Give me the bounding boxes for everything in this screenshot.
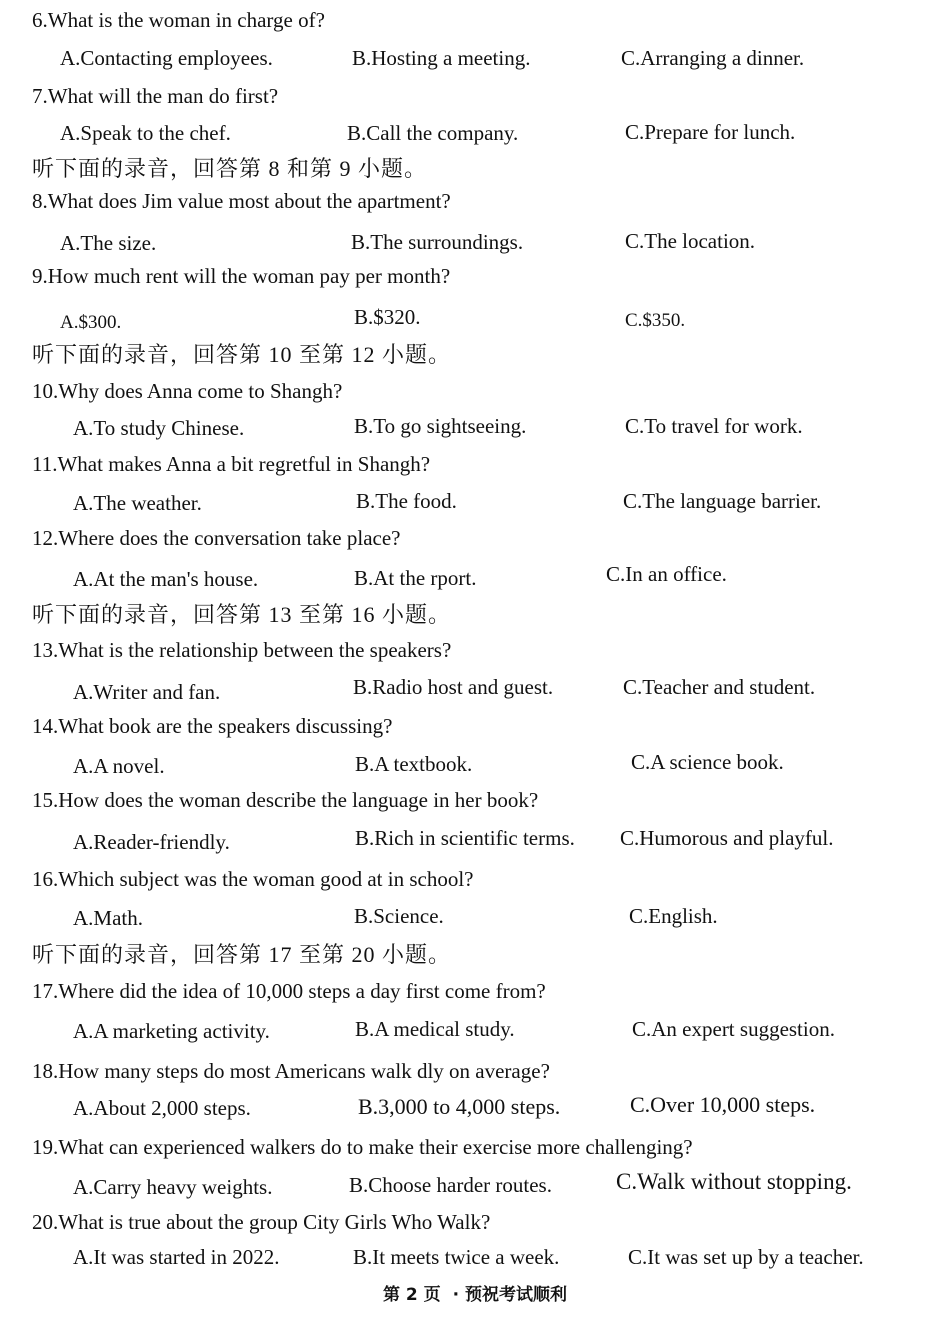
option-11a: A.The weather. bbox=[73, 491, 202, 515]
footer-wish: 预祝考试顺利 bbox=[465, 1285, 568, 1305]
option-6a: A.Contacting employees. bbox=[60, 46, 273, 70]
option-14a: A.A novel. bbox=[73, 754, 165, 778]
option-9a: A.$300. bbox=[60, 312, 122, 333]
footer-separator: · bbox=[452, 1285, 460, 1305]
question-11: 11.What makes Anna a bit regretful in Shangh? bbox=[32, 452, 431, 476]
option-13a: A.Writer and fan. bbox=[73, 680, 221, 704]
section-heading-17-20: 听下面的录音，回答第 17 至第 20 小题。 bbox=[32, 942, 452, 967]
option-6b: B.Hosting a meeting. bbox=[352, 46, 531, 70]
question-19: 19.What can experienced walkers do to make their exercise more challenging? bbox=[32, 1135, 693, 1159]
option-20a: A.It was started in 2022. bbox=[73, 1245, 280, 1269]
option-9c: C.$350. bbox=[625, 310, 686, 331]
option-20b: B.It meets twice a week. bbox=[353, 1245, 560, 1269]
option-12a: A.At the man's house. bbox=[73, 567, 259, 591]
question-12: 12.Where does the conversation take place? bbox=[32, 526, 401, 550]
option-14b: B.A textbook. bbox=[355, 752, 473, 776]
question-9: 9.How much rent will the woman pay per month? bbox=[32, 264, 451, 288]
question-16: 16.Which subject was the woman good at in school? bbox=[32, 867, 474, 891]
option-17b: B.A medical study. bbox=[355, 1017, 515, 1041]
option-14c: C.A science book. bbox=[631, 750, 784, 774]
option-7c: C.Prepare for lunch. bbox=[625, 120, 796, 144]
option-13b: B.Radio host and guest. bbox=[353, 675, 554, 699]
question-17: 17.Where did the idea of 10,000 steps a day first come from? bbox=[32, 979, 546, 1003]
option-11b: B.The food. bbox=[356, 489, 457, 513]
option-17c: C.An expert suggestion. bbox=[632, 1017, 835, 1041]
option-7b: B.Call the company. bbox=[347, 121, 519, 145]
option-8a: A.The size. bbox=[60, 231, 157, 255]
option-6c: C.Arranging a dinner. bbox=[621, 46, 805, 70]
option-12b: B.At the rport. bbox=[354, 566, 477, 590]
option-16c: C.English. bbox=[629, 904, 718, 928]
question-13: 13.What is the relationship between the speakers? bbox=[32, 638, 452, 662]
option-15b: B.Rich in scientific terms. bbox=[355, 826, 575, 850]
option-8b: B.The surroundings. bbox=[351, 230, 524, 254]
question-14: 14.What book are the speakers discussing? bbox=[32, 714, 393, 738]
page-footer bbox=[0, 1287, 950, 1304]
option-16b: B.Science. bbox=[354, 904, 444, 928]
option-12c: C.In an office. bbox=[606, 562, 727, 586]
option-17a: A.A marketing activity. bbox=[73, 1019, 270, 1043]
option-15c: C.Humorous and playful. bbox=[620, 826, 834, 850]
option-10b: B.To go sightseeing. bbox=[354, 414, 527, 438]
option-19a: A.Carry heavy weights. bbox=[73, 1175, 273, 1199]
option-16a: A.Math. bbox=[73, 906, 143, 930]
option-9b: B.$320. bbox=[354, 305, 421, 329]
page-number: 第 2 页 bbox=[382, 1285, 441, 1305]
question-7: 7.What will the man do first? bbox=[32, 84, 279, 108]
question-20: 20.What is true about the group City Girls Who Walk? bbox=[32, 1210, 491, 1234]
option-8c: C.The location. bbox=[625, 229, 756, 253]
option-20c: C.It was set up by a teacher. bbox=[628, 1245, 864, 1269]
question-6: 6.What is the woman in charge of? bbox=[32, 8, 325, 32]
option-7a: A.Speak to the chef. bbox=[60, 121, 231, 145]
question-15: 15.How does the woman describe the language in her book? bbox=[32, 788, 539, 812]
option-10c: C.To travel for work. bbox=[625, 414, 803, 438]
option-11c: C.The language barrier. bbox=[623, 489, 822, 513]
question-10: 10.Why does Anna come to Shangh? bbox=[32, 379, 343, 403]
question-18: 18.How many steps do most Americans walk dly on average? bbox=[32, 1059, 550, 1083]
section-heading-10-12: 听下面的录音，回答第 10 至第 12 小题。 bbox=[32, 342, 452, 367]
option-18c: C.Over 10,000 steps. bbox=[630, 1092, 816, 1117]
question-8: 8.What does Jim value most about the apartment? bbox=[32, 189, 451, 213]
section-heading-8-9: 听下面的录音，回答第 8 和第 9 小题。 bbox=[32, 156, 428, 181]
option-18b: B.3,000 to 4,000 steps. bbox=[358, 1094, 561, 1119]
option-13c: C.Teacher and student. bbox=[623, 675, 816, 699]
option-19b: B.Choose harder routes. bbox=[349, 1173, 552, 1197]
option-15a: A.Reader-friendly. bbox=[73, 830, 230, 854]
option-18a: A.About 2,000 steps. bbox=[73, 1096, 251, 1120]
option-10a: A.To study Chinese. bbox=[73, 416, 245, 440]
option-19c: C.Walk without stopping. bbox=[616, 1169, 852, 1194]
section-heading-13-16: 听下面的录音，回答第 13 至第 16 小题。 bbox=[32, 602, 452, 627]
